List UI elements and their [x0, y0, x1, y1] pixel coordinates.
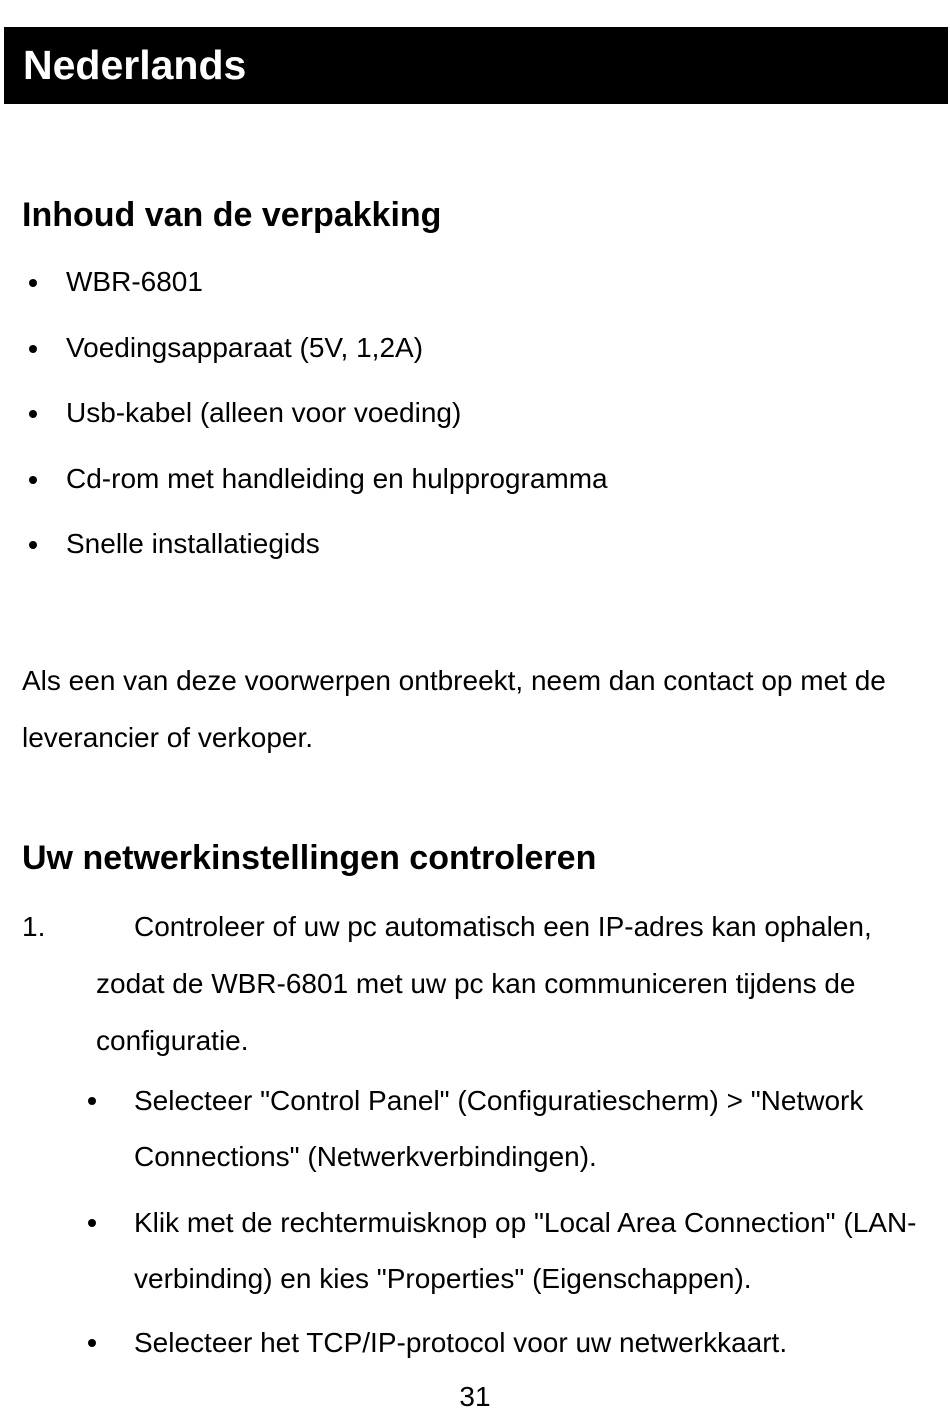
list-item: Selecteer het TCP/IP-protocol voor uw netwerkkaart.: [88, 1315, 938, 1371]
bullet-icon: [29, 345, 37, 353]
page-number: 31: [459, 1381, 491, 1412]
missing-items-note: Als een van deze voorwerpen ontbreekt, neem dan contact op met de leverancier of verkoper.: [22, 665, 886, 753]
list-item: Snelle installatiegids: [22, 524, 608, 590]
bullet-icon: [88, 1219, 96, 1227]
contents-heading: Inhoud van de verpakking: [22, 196, 442, 234]
language-banner: [4, 27, 948, 104]
bullet-icon: [29, 541, 37, 549]
list-item: Klik met de rechtermuisknop op "Local Area Connection" (LAN-verbinding) en kies "Properties" (Eigenschappen).: [88, 1195, 938, 1315]
language-title: Nederlands: [23, 42, 247, 88]
bullet-icon: [88, 1339, 96, 1347]
step-number: 1.: [22, 911, 46, 942]
list-item: Selecteer "Control Panel" (Configuratiescherm) > "Network Connections" (Netwerkverbindingen).: [88, 1073, 938, 1195]
bullet-icon: [29, 476, 37, 484]
list-item: Voedingsapparaat (5V, 1,2A): [22, 328, 608, 394]
network-heading: Uw netwerkinstellingen controleren: [22, 839, 597, 877]
contents-list: [22, 262, 608, 590]
step-1-substeps: [88, 1073, 938, 1371]
list-item: Usb-kabel (alleen voor voeding): [22, 393, 608, 459]
bullet-icon: [29, 279, 37, 287]
bullet-icon: [29, 410, 37, 418]
step-1: [22, 898, 942, 1069]
list-item: WBR-6801: [22, 262, 608, 328]
bullet-icon: [88, 1097, 96, 1105]
step-text: Controleer of uw pc automatisch een IP-adres kan ophalen, zodat de WBR-6801 met uw pc kan communiceren tijdens de configuratie.: [96, 911, 872, 1056]
list-item: Cd-rom met handleiding en hulpprogramma: [22, 459, 608, 525]
